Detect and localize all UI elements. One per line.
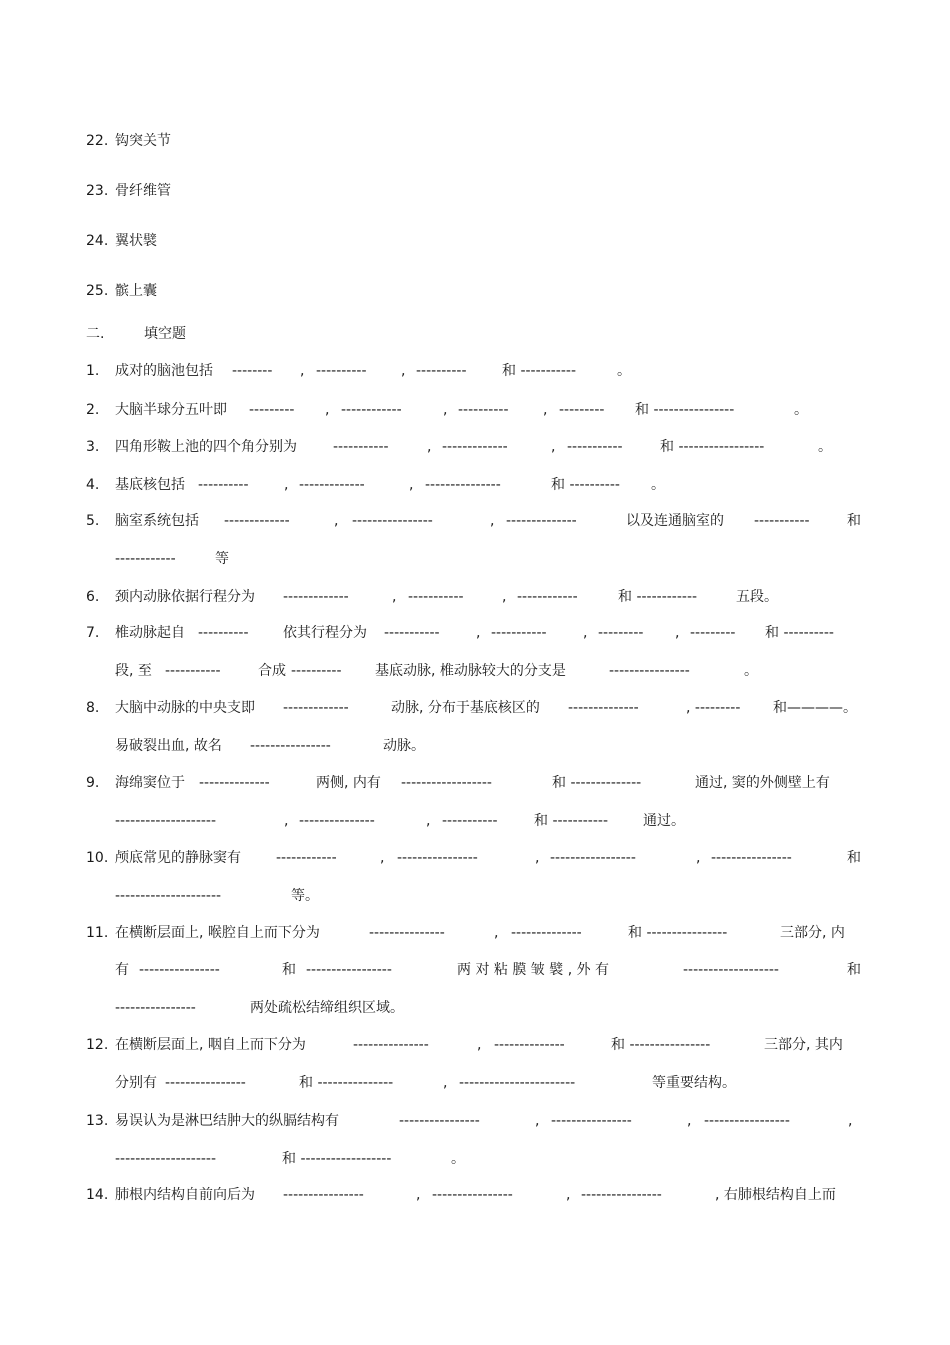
question-text: 三部分, 其内: [764, 1037, 843, 1053]
answer-blank: --------------------: [115, 813, 217, 829]
answer-blank: ------------: [341, 402, 402, 418]
term-text: 骨纤维管: [115, 183, 171, 199]
answer-blank: -------------------: [683, 962, 779, 978]
question-text: 颅底常见的静脉窦有: [115, 850, 241, 866]
question-text: 两处疏松结缔组织区域。: [250, 1000, 404, 1016]
question-text: 和: [847, 962, 861, 978]
answer-blank: ----------------: [165, 1075, 246, 1091]
answer-blank: ---------: [690, 625, 736, 641]
answer-blank: 和 -----------------: [660, 439, 765, 455]
answer-blank: -----------: [491, 625, 547, 641]
question-number: 7.: [86, 625, 100, 641]
separator: ,: [551, 439, 556, 455]
answer-blank: -------------: [283, 700, 349, 716]
separator: ,: [476, 625, 481, 641]
question-text: 易误认为是淋巴结肿大的纵膈结构有: [115, 1113, 339, 1129]
answer-blank: ------------: [276, 850, 337, 866]
question-text: 分别有: [115, 1075, 157, 1091]
answer-blank: --------------: [494, 1037, 565, 1053]
question-text: 在横断层面上, 咽自上而下分为: [115, 1037, 306, 1053]
section-number: 二.: [86, 326, 105, 342]
answer-blank: -----------------: [704, 1113, 790, 1129]
question-text: 等: [215, 551, 229, 567]
answer-blank: -----------: [384, 625, 440, 641]
answer-blank: ----------: [316, 363, 367, 379]
answer-blank: ---------------: [425, 477, 501, 493]
separator: ,: [848, 1113, 853, 1129]
answer-blank: ----------------: [551, 1113, 632, 1129]
question-text: 和: [847, 513, 861, 529]
answer-blank: ---------: [598, 625, 644, 641]
separator: ,: [409, 477, 414, 493]
separator: ,: [494, 925, 499, 941]
question-text: 大脑半球分五叶即: [115, 402, 227, 418]
question-text: 合成: [258, 663, 286, 679]
answer-blank: ----------------: [399, 1113, 480, 1129]
separator: ,: [380, 850, 385, 866]
question-number: 6.: [86, 589, 100, 605]
question-text: 肺根内结构自前向后为: [115, 1187, 255, 1203]
answer-blank: --------: [232, 363, 273, 379]
end-mark: 。: [451, 1151, 465, 1167]
separator: ,: [416, 1187, 421, 1203]
separator: ,: [535, 1113, 540, 1129]
answer-blank: 和 -----------: [534, 813, 609, 829]
separator: ,: [502, 589, 507, 605]
separator: ,: [535, 850, 540, 866]
answer-blank: 和 ------------------: [282, 1151, 392, 1167]
answer-blank: ---------------: [299, 813, 375, 829]
separator: ,: [543, 402, 548, 418]
answer-blank: -------------: [299, 477, 365, 493]
question-text: 动脉, 分布于基底核区的: [391, 700, 540, 716]
question-text: 通过, 窦的外侧壁上有: [695, 775, 830, 791]
answer-blank: ----------: [198, 625, 249, 641]
answer-blank: ----------------: [283, 1187, 364, 1203]
question-text: 成对的脑池包括: [115, 363, 213, 379]
question-text: 动脉。: [383, 738, 425, 754]
answer-blank: --------------------: [115, 1151, 217, 1167]
separator: ,: [325, 402, 330, 418]
answer-blank: 和————。: [773, 700, 857, 716]
separator: ,: [427, 439, 432, 455]
term-number: 22.: [86, 133, 109, 149]
question-text: 基底核包括: [115, 477, 185, 493]
answer-blank: -----------: [754, 513, 810, 529]
answer-blank: -------------: [224, 513, 290, 529]
term-number: 24.: [86, 233, 109, 249]
answer-blank: --------------: [506, 513, 577, 529]
answer-blank: -------------: [442, 439, 508, 455]
answer-blank: ----------------: [711, 850, 792, 866]
end-mark: 。: [651, 477, 665, 493]
separator: ,: [566, 1187, 571, 1203]
separator: ,: [284, 477, 289, 493]
separator: ,: [284, 813, 289, 829]
question-text: 大脑中动脉的中央支即: [115, 700, 255, 716]
separator: ,: [392, 589, 397, 605]
answer-blank: -------------: [283, 589, 349, 605]
question-text: , 右肺根结构自上而: [715, 1187, 836, 1203]
answer-blank: ---------: [249, 402, 295, 418]
answer-blank: ----------------: [432, 1187, 513, 1203]
answer-blank: 和 ----------------: [611, 1037, 711, 1053]
end-mark: 。: [617, 363, 631, 379]
answer-blank: --------------: [199, 775, 270, 791]
separator: ,: [490, 513, 495, 529]
question-text: 两侧, 内有: [316, 775, 381, 791]
question-number: 11.: [86, 925, 109, 941]
answer-blank: 和 ----------------: [635, 402, 735, 418]
separator: ,: [443, 1075, 448, 1091]
answer-blank: -----------------: [306, 962, 392, 978]
separator: ,: [583, 625, 588, 641]
answer-blank: ----------------: [581, 1187, 662, 1203]
question-number: 10.: [86, 850, 109, 866]
section-title: 填空题: [144, 326, 186, 342]
question-text: 和: [847, 850, 861, 866]
question-text: 和: [282, 962, 296, 978]
answer-blank: -----------: [165, 663, 221, 679]
answer-blank: -----------: [567, 439, 623, 455]
separator: ,: [443, 402, 448, 418]
answer-blank: -----------------------: [459, 1075, 576, 1091]
answer-blank: 和 ---------------: [299, 1075, 394, 1091]
answer-blank: ------------: [115, 551, 176, 567]
question-text: 有: [115, 962, 129, 978]
separator: ,: [401, 363, 406, 379]
question-text: 椎动脉起自: [115, 625, 185, 641]
answer-blank: 和 ----------: [551, 477, 620, 493]
answer-blank: -----------: [408, 589, 464, 605]
answer-blank: ------------------: [401, 775, 492, 791]
question-number: 5.: [86, 513, 100, 529]
separator: ,: [426, 813, 431, 829]
separator: ,: [300, 363, 305, 379]
answer-blank: ----------: [198, 477, 249, 493]
answer-blank: ----------------: [352, 513, 433, 529]
question-text: 依其行程分为: [283, 625, 367, 641]
answer-blank: -----------: [442, 813, 498, 829]
question-text: 等。: [291, 888, 319, 904]
answer-blank: ----------------: [139, 962, 220, 978]
answer-blank: ----------: [458, 402, 509, 418]
answer-blank: ----------------: [397, 850, 478, 866]
question-text: 通过。: [643, 813, 685, 829]
term-text: 翼状襞: [115, 233, 157, 249]
separator: ,: [477, 1037, 482, 1053]
answer-blank: --------------: [568, 700, 639, 716]
question-text: 段, 至: [115, 663, 152, 679]
question-text: 等重要结构。: [652, 1075, 736, 1091]
question-number: 9.: [86, 775, 100, 791]
answer-blank: --------------: [511, 925, 582, 941]
question-text: 两 对 粘 膜 皱 襞 , 外 有: [457, 962, 610, 978]
question-text: 海绵窦位于: [115, 775, 185, 791]
question-text: 脑室系统包括: [115, 513, 199, 529]
answer-blank: ----------: [291, 663, 342, 679]
question-number: 1.: [86, 363, 100, 379]
term-text: 髌上囊: [115, 283, 157, 299]
answer-blank: 和 ----------------: [628, 925, 728, 941]
answer-blank: 和 ----------: [765, 625, 834, 641]
question-text: 五段。: [736, 589, 778, 605]
question-text: 四角形鞍上池的四个角分别为: [115, 439, 297, 455]
answer-blank: ---------: [559, 402, 605, 418]
answer-blank: 和 -----------: [502, 363, 577, 379]
answer-blank: -----------: [333, 439, 389, 455]
question-text: 三部分, 内: [780, 925, 845, 941]
question-number: 12.: [86, 1037, 109, 1053]
separator: ,: [334, 513, 339, 529]
answer-blank: -----------------: [550, 850, 636, 866]
question-number: 8.: [86, 700, 100, 716]
separator: ,: [675, 625, 680, 641]
answer-blank: 和 --------------: [552, 775, 642, 791]
question-number: 4.: [86, 477, 100, 493]
question-text: 以及连通脑室的: [626, 513, 724, 529]
answer-blank: ----------: [416, 363, 467, 379]
question-text: 易破裂出血, 故名: [115, 738, 222, 754]
answer-blank: ---------------: [369, 925, 445, 941]
question-number: 2.: [86, 402, 100, 418]
question-text: 基底动脉, 椎动脉较大的分支是: [375, 663, 566, 679]
question-text: 颈内动脉依据行程分为: [115, 589, 255, 605]
question-number: 14.: [86, 1187, 109, 1203]
answer-blank: ----------------: [115, 1000, 196, 1016]
answer-blank: ---------------------: [115, 888, 222, 904]
answer-blank: , ---------: [686, 700, 741, 716]
answer-blank: ----------------: [250, 738, 331, 754]
separator: ,: [696, 850, 701, 866]
term-text: 钩突关节: [115, 133, 171, 149]
question-number: 3.: [86, 439, 100, 455]
end-mark: 。: [744, 663, 758, 679]
separator: ,: [687, 1113, 692, 1129]
answer-blank: ------------: [517, 589, 578, 605]
answer-blank: ---------------: [353, 1037, 429, 1053]
end-mark: 。: [818, 439, 832, 455]
question-number: 13.: [86, 1113, 109, 1129]
end-mark: 。: [794, 402, 808, 418]
answer-blank: ----------------: [609, 663, 690, 679]
term-number: 25.: [86, 283, 109, 299]
question-text: 在横断层面上, 喉腔自上而下分为: [115, 925, 320, 941]
term-number: 23.: [86, 183, 109, 199]
answer-blank: 和 ------------: [618, 589, 698, 605]
